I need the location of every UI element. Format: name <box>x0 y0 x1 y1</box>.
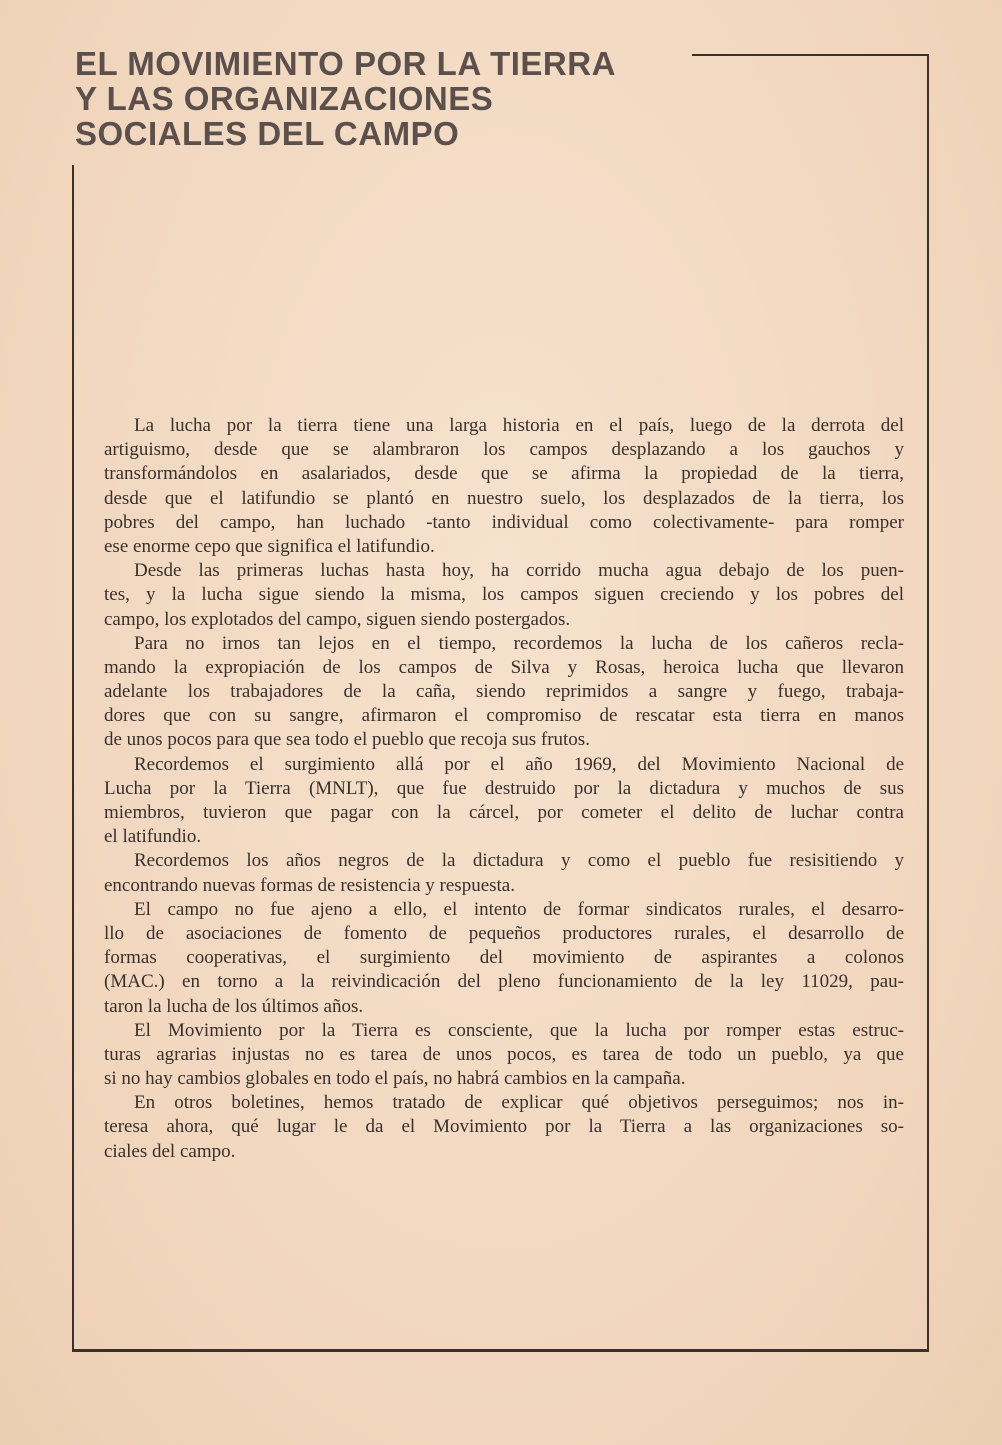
title-line: EL MOVIMIENTO POR LA TIERRA <box>75 45 616 82</box>
title-line: Y LAS ORGANIZACIONES <box>75 80 494 117</box>
text-line: La lucha por la tierra tiene una larga historia en el país, luego de la derrota del <box>134 415 904 436</box>
text-line: Para no irnos tan lejos en el tiempo, recordemos la lucha de los cañeros recla- <box>134 632 904 654</box>
text-line: En otros boletines, hemos tratado de explicar qué objetivos perseguimos; nos in- <box>134 1092 904 1114</box>
text-line: campo, los explotados del campo, siguen siendo postergados. <box>104 608 571 630</box>
text-line: taron la lucha de los últimos años. <box>104 995 364 1017</box>
paragraph <box>104 849 904 897</box>
frame-top-rule <box>692 54 929 56</box>
text-line: de unos pocos para que sea todo el pueblo que recoja sus frutos. <box>104 729 590 751</box>
text-line: Recordemos el surgimiento allá por el año 1969, del Movimiento Nacional de <box>134 753 904 775</box>
article-title <box>75 46 616 151</box>
article-body <box>104 414 904 1164</box>
text-line: turas agrarias injustas no es tarea de unos pocos, es tarea de todo un pueblo, ya que <box>104 1043 904 1065</box>
paragraph <box>104 414 904 559</box>
text-line: artiguismo, desde que se alambraron los campos desplazando a los gauchos y <box>104 439 904 461</box>
text-line: adelante los trabajadores de la caña, siendo reprimidos a sangre y fuego, trabaja- <box>104 681 904 703</box>
text-line: tes, y la lucha sigue siendo la misma, los campos siguen creciendo y los pobres del <box>104 584 904 606</box>
text-line: formas cooperativas, el surgimiento del movimiento de aspirantes a colonos <box>104 947 904 969</box>
text-line: llo de asociaciones de fomento de pequeños productores rurales, el desarrollo de <box>104 922 904 944</box>
text-line: ese enorme cepo que significa el latifundio. <box>104 535 435 557</box>
text-line: mando la expropiación de los campos de Silva y Rosas, heroica lucha que llevaron <box>104 656 904 678</box>
text-line: El campo no fue ajeno a ello, el intento de formar sindicatos rurales, el desarro- <box>134 898 904 920</box>
paragraph <box>104 559 904 632</box>
text-line: dores que con su sangre, afirmaron el compromiso de rescatar esta tierra en manos <box>104 705 904 727</box>
text-line: desde que el latifundio se plantó en nuestro suelo, los desplazados de la tierra, los <box>104 487 904 509</box>
paragraph <box>104 1091 904 1164</box>
text-line: Desde las primeras luchas hasta hoy, ha corrido mucha agua debajo de los puen- <box>134 560 904 582</box>
frame-right-rule <box>927 54 929 1351</box>
frame-left-rule <box>72 165 74 1351</box>
text-line: si no hay cambios globales en todo el país, no habrá cambios en la campaña. <box>104 1068 686 1090</box>
text-line: El Movimiento por la Tierra es consciente, que la lucha por romper estas estruc- <box>134 1019 904 1041</box>
frame-bottom-rule <box>72 1349 929 1352</box>
text-line: transformándolos en asalariados, desde que se afirma la propiedad de la tierra, <box>104 463 904 485</box>
text-line: miembros, tuvieron que pagar con la cárcel, por cometer el delito de luchar contra <box>104 802 904 823</box>
text-line: el latifundio. <box>104 826 202 848</box>
paragraph <box>104 632 904 753</box>
paragraph <box>104 898 904 1019</box>
paragraph <box>104 753 904 850</box>
paragraph <box>104 1019 904 1092</box>
text-line: (MAC.) en torno a la reivindicación del pleno funcionamiento de la ley 11029, pau- <box>104 971 904 993</box>
text-line: teresa ahora, qué lugar le da el Movimiento por la Tierra a las organizaciones so- <box>104 1116 904 1138</box>
text-line: ciales del campo. <box>104 1140 236 1162</box>
text-line: Recordemos los años negros de la dictadura y como el pueblo fue resisitiendo y <box>134 850 904 872</box>
title-line: SOCIALES DEL CAMPO <box>75 115 460 152</box>
text-line: encontrando nuevas formas de resistencia y respuesta. <box>104 874 515 896</box>
text-line: pobres del campo, han luchado -tanto individual como colectivamente- para romper <box>104 511 904 533</box>
text-line: Lucha por la Tierra (MNLT), que fue destruido por la dictadura y muchos de sus <box>104 777 904 799</box>
